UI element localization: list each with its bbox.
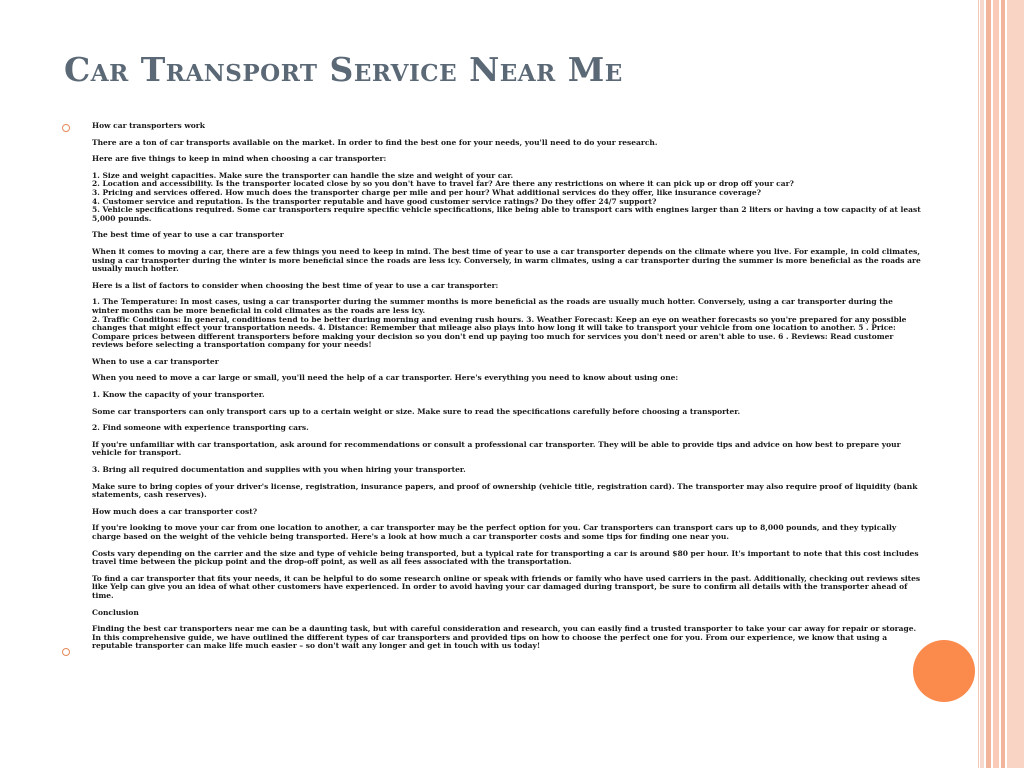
paragraph: Conclusion [92, 607, 139, 617]
paragraph: If you're unfamiliar with car transportation, ask around for recommendations or consult a professional car transporter. They will be able to provide tips and advice on how best to prepare your vehicle for transport. [92, 439, 901, 458]
stripe [986, 0, 991, 768]
stripe [980, 0, 984, 768]
paragraph: Finding the best car transporters near me can be a daunting task, but with careful consideration and research, you can easily find a trusted transporter to take your car away for repair or storage. In this comprehensive guide, we have outlined the different types of car transporters and provided tips on how to choose the perfect one for you. From our experience, we know that using a reputable transporter can make life much easier – so don't wait any longer and get in touch with us today! [92, 624, 917, 651]
paragraph: Here are five things to keep in mind when choosing a car transporter: [92, 154, 387, 164]
slide-title: Car Transport Service Near Me [64, 50, 623, 89]
paragraph: 1. Size and weight capacities. Make sure the transporter can handle the size and weight of your car. 2. Location and accessibility. Is the transporter located close by so you don't have to travel far? Are there any restrictions on where it can pick up or drop off your car? 3. Pricing and services offered. How much does the transporter charge per mile and per hour? What additional services do they offer, like insurance coverage? 4. Customer service and reputation. Is the transporter reputable and have good customer service ratings? Do they offer 24/7 support? 5. Vehicle specifications required. Some car transporters require specific vehicle specifications, like being able to transport cars with engines larger than 2 liters or having a tow capacity of at least 5,000 pounds. [92, 170, 921, 223]
paragraph: There are a ton of car transports available on the market. In order to find the best one for your needs, you'll need to do your research. [92, 137, 658, 147]
paragraph: Make sure to bring copies of your driver's license, registration, insurance papers, and proof of ownership (vehicle title, registration card). The transporter may also require proof of liquidity (bank statements, cash reserves). [92, 481, 918, 500]
paragraph: When you need to move a car large or small, you'll need the help of a car transporter. Here's everything you need to know about using one: [92, 373, 679, 383]
paragraph: The best time of year to use a car transporter [92, 230, 284, 240]
paragraph: Some car transporters can only transport cars up to a certain weight or size. Make sure to read the specifications carefully before choosing a transporter. [92, 406, 741, 416]
decorative-stripes [980, 0, 1024, 768]
stripe [1001, 0, 1005, 768]
decorative-circle [913, 640, 975, 702]
bullet-icon [62, 648, 70, 656]
paragraph: To find a car transporter that fits your needs, it can be helpful to do some research online or speak with friends or family who have used carriers in the past. Additionally, checking out reviews sites like Yelp can give you an idea of what other customers have experienced. In order to avoid having your car damaged during transport, be sure to confirm all details with the transporter ahead of time. [92, 573, 921, 600]
bullet-icon [62, 124, 70, 132]
paragraph: When to use a car transporter [92, 356, 219, 366]
paragraph: How much does a car transporter cost? [92, 506, 258, 516]
stripe [993, 0, 999, 768]
paragraph: When it comes to moving a car, there are a few things you need to keep in mind. The best time of year to use a car transporter depends on the climate where you live. For example, in cold climates, using a car transporter during the winter is more beneficial since the roads are less icy. Conversely, in warm climates, using a car transporter during the summer is more beneficial as the roads are usually much hotter. [92, 246, 921, 274]
paragraph: 2. Find someone with experience transporting cars. [92, 423, 309, 433]
paragraph: Here is a list of factors to consider when choosing the best time of year to use a car transporter: [92, 280, 499, 290]
divider [978, 0, 979, 768]
slide-body [92, 122, 922, 659]
paragraph: Costs vary depending on the carrier and the size and type of vehicle being transported, but a typical rate for transporting a car is around $80 per hour. It's important to note that this cost includes travel time between the pickup point and the drop-off point, as well as all fees associated with the transportation. [92, 548, 919, 567]
stripe [1007, 0, 1024, 768]
paragraph: 1. Know the capacity of your transporter. [92, 390, 265, 400]
paragraph: How car transporters work [92, 121, 205, 130]
paragraph: 1. The Temperature: In most cases, using a car transporter during the summer months is more beneficial as the roads are usually much hotter. Conversely, using a car transporter during the winter months can be more beneficial in cold climates as the roads are less icy. 2. Traffic Conditions: In general, conditions tend to be better during morning and evening rush hours. 3. Weather Forecast: Keep an eye on weather forecasts so you're prepared for any possible changes that might effect your transportation needs. 4. Distance: Remember that mileage also plays into how long it will take to transport your vehicle from one location to another. 5 . Price: Compare prices between different transporters before making your decision so you don't end up paying too much for services you don't need or aren't able to use. 6 . Reviews: Read customer reviews before selecting a transportation company for your needs! [92, 297, 907, 350]
paragraph: 3. Bring all required documentation and supplies with you when hiring your transporter. [92, 465, 466, 475]
paragraph: If you're looking to move your car from one location to another, a car transporter may be the perfect option for you. Car transporters can transport cars up to 8,000 pounds, and they typically charge based on the weight of the vehicle being transported. Here's a look at how much a car transporter costs and some tips for finding one near you. [92, 523, 897, 541]
